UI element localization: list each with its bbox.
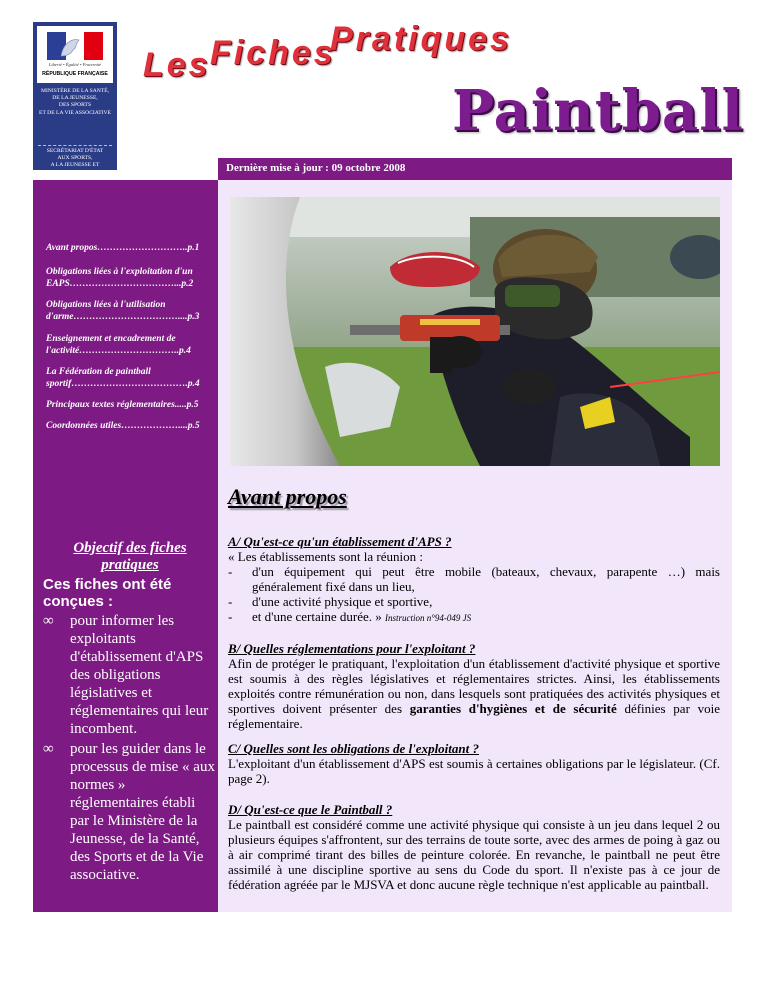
question-c: C/ Quelles sont les obligations de l'exploitant ? xyxy=(228,741,479,756)
title-fiches: Fiches xyxy=(210,34,336,72)
answer-b xyxy=(228,656,720,731)
title-pratiques: Pratiques xyxy=(330,20,512,58)
toc-item-obligations-eaps[interactable]: Obligations liées à l'exploitation d'un EAPS……………………………...p.2 xyxy=(46,267,194,289)
answer-a-item-text: d'un équipement qui peut être mobile (bateaux, chevaux, parapente …) mais généralement fixé dans un lieu, xyxy=(252,564,720,594)
objective-bullet xyxy=(43,740,215,884)
title-les: Les xyxy=(143,46,211,84)
page-title: Paintball xyxy=(452,78,744,144)
ministry-name: MINISTÈRE DE LA SANTÉ, DE LA JEUNESSE, DES SPORTS ET DE LA VIE ASSOCIATIVE xyxy=(39,88,111,116)
question-d: D/ Qu'est-ce que le Paintball ? xyxy=(228,802,393,817)
marianne-flag-icon xyxy=(47,32,103,60)
marianne-logo xyxy=(37,26,113,83)
answer-a-item: - et d'une certaine durée. » Instruction n°94-049 JS xyxy=(228,609,472,624)
answer-b-bold: garanties d'hygiènes et de sécurité xyxy=(409,701,617,716)
objective-bullet-text: pour les guider dans le processus de mise « aux normes » réglementaires établi par le Ministère de la Jeunesse, de la Santé, des Sports et de la Vie associative. xyxy=(70,741,215,883)
update-bar xyxy=(218,158,732,180)
answer-a xyxy=(228,549,720,626)
objective-box xyxy=(43,540,215,884)
answer-d: Le paintball est considéré comme une activité physique qui consiste à un jeu dans lequel 2 ou plusieurs équipes s'affrontent, sur des terrains de toute sorte, avec des armes de poing à gaz ou à air comprimé tirant des billes de peinture colorée. En revanche, le paintball ne peut être assimilé à une discipline sportive au sens du Code du sport. Il n'existe pas à ce jour de fédération agréée par le MJSVA et donc aucune règle technique n'est applicable au paintball. xyxy=(228,817,720,892)
answer-a-intro: « Les établissements sont la réunion : xyxy=(228,549,423,564)
toc-item-avant-propos[interactable]: Avant propos………………………..p.1 xyxy=(46,243,200,253)
answer-b-text-end: définies par voie réglementaire. xyxy=(228,701,720,731)
answer-c: L'exploitant d'un établissement d'APS est soumis à certaines obligations par le législateur. (Cf. page 2). xyxy=(228,756,720,786)
toc-item-obligations-arme[interactable]: Obligations liées à l'utilisation d'arme……………………………....p.3 xyxy=(46,300,200,322)
toc-item-federation[interactable]: La Fédération de paintball sportif……………………………….p.4 xyxy=(46,367,200,389)
answer-a-item-text: d'une activité physique et sportive, xyxy=(252,594,433,609)
answer-a-item: - d'une activité physique et sportive, xyxy=(228,594,433,609)
toc-item-enseignement[interactable]: Enseignement et encadrement de l'activité…………………………..p.4 xyxy=(46,334,191,356)
answer-a-item-text: et d'une certaine durée. » xyxy=(252,609,382,624)
objective-subtitle: Ces fiches ont été conçues : xyxy=(43,576,172,610)
ministry-divider xyxy=(38,145,112,146)
objective-title: Objectif des fiches pratiques xyxy=(73,540,187,573)
republic-label: RÉPUBLIQUE FRANÇAISE xyxy=(42,71,108,77)
secretary-name: SECRÉTARIAT D'ÉTAT AUX SPORTS, A LA JEUNESSE ET A LA VIE ASSOCIATIVE xyxy=(44,148,106,176)
question-b: B/ Quelles réglementations pour l'exploitant ? xyxy=(228,641,476,656)
sidebar xyxy=(33,180,218,912)
objective-bullet-text: pour informer les exploitants d'établissement d'APS des obligations législatives et réglementaires qui leur incombent. xyxy=(70,613,209,737)
update-date: Dernière mise à jour : 09 octobre 2008 xyxy=(226,162,406,174)
section-title: Avant propos xyxy=(228,484,347,509)
answer-b-text-start: Afin de protéger le pratiquant, l'exploitation d'un établissement d'activité physique et sportive est soumis à des règles législatives et réglementaires strictes. Ainsi, les établissements exploités contre rémunération ou non, dans lesquels sont pratiquées des activités physiques et sportives doivent présenter des xyxy=(228,656,720,716)
infinity-bullet-icon: ∞ xyxy=(43,613,54,629)
instruction-reference: Instruction n°94-049 JS xyxy=(385,613,472,623)
motto: Liberté • Égalité • Fraternité xyxy=(48,62,102,67)
toc-item-coordonnees[interactable]: Coordonnées utiles………………....p.5 xyxy=(46,421,200,431)
question-a: A/ Qu'est-ce qu'un établissement d'APS ? xyxy=(228,534,452,549)
infinity-bullet-icon: ∞ xyxy=(43,741,54,757)
ministry-logo-block xyxy=(33,22,117,176)
objective-bullet xyxy=(43,612,215,738)
toc-item-textes[interactable]: Principaux textes réglementaires.....p.5 xyxy=(46,400,199,410)
paintball-player-photo xyxy=(230,197,720,466)
answer-a-item: - d'un équipement qui peut être mobile (bateaux, chevaux, parapente …) mais généralement fixé dans un lieu, xyxy=(228,564,720,594)
